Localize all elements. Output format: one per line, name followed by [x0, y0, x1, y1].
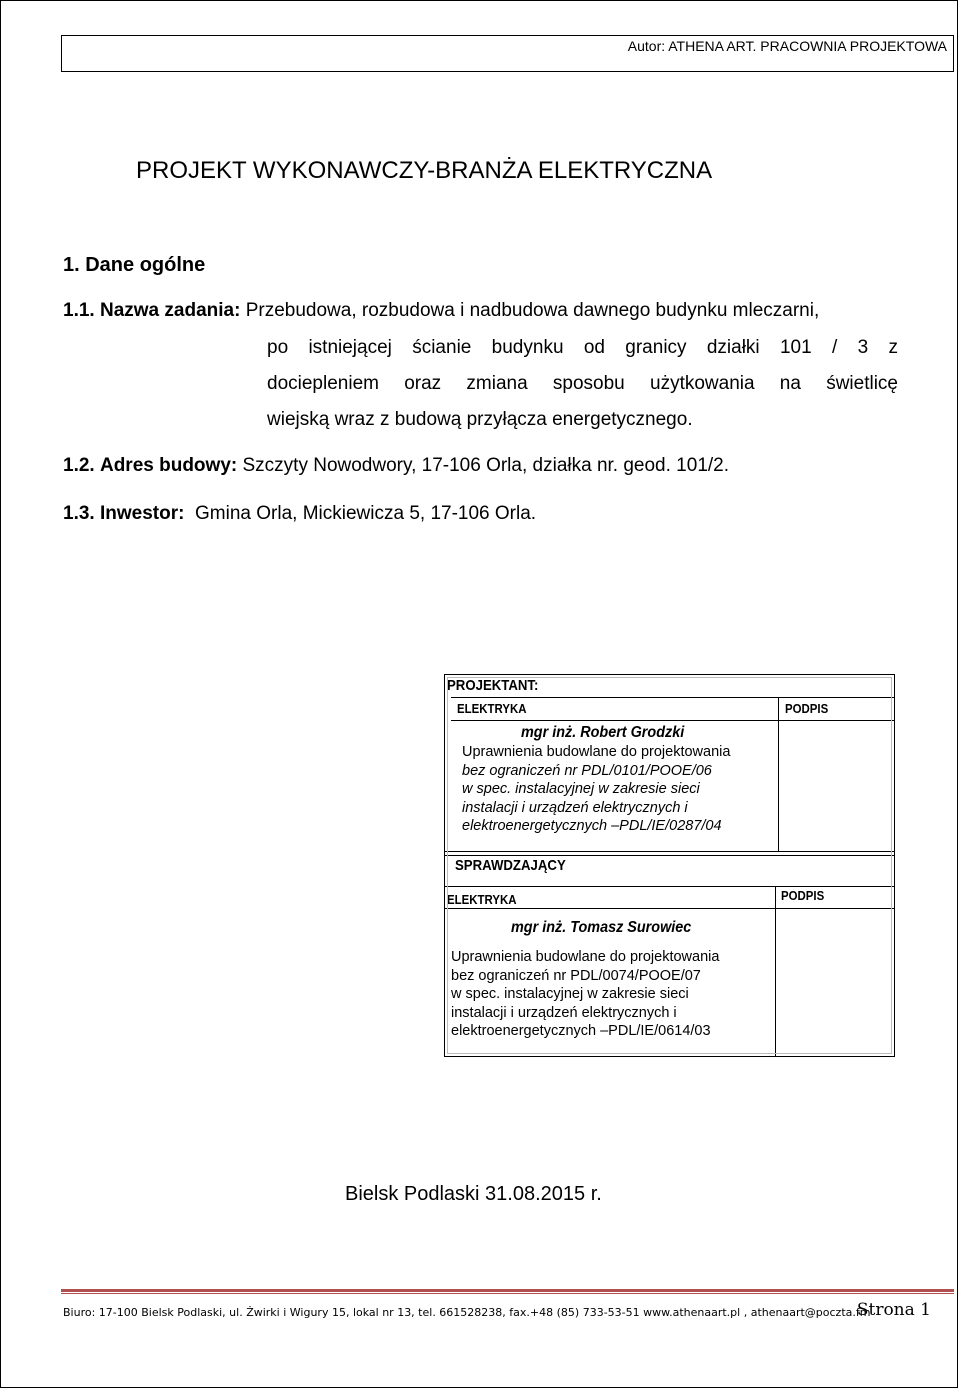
divider — [451, 720, 894, 721]
permission-line: w spec. instalacyjnej w zakresie sieci — [451, 986, 689, 1002]
investor-value: Gmina Orla, Mickiewicza 5, 17-106 Orla. — [195, 503, 537, 524]
signature-table — [444, 674, 895, 1057]
investor-row — [63, 503, 536, 525]
divider — [445, 851, 894, 852]
divider — [445, 855, 894, 856]
investor-label: Inwestor: — [99, 503, 185, 524]
task-description — [267, 330, 898, 438]
divider — [445, 908, 894, 909]
checker-heading: SPRAWDZAJĄCY — [455, 857, 566, 874]
task-row — [63, 300, 819, 322]
permission-line: Uprawnienia budowlane do projektowania — [451, 949, 720, 965]
checker-sign-label: PODPIS — [781, 888, 825, 903]
task-label: Nazwa zadania: — [99, 300, 241, 321]
address-row — [63, 455, 729, 477]
place-date: Bielsk Podlaski 31.08.2015 r. — [345, 1183, 602, 1205]
task-line: wiejską wraz z budową przyłącza energetycznego. — [267, 409, 693, 430]
permission-line: w spec. instalacyjnej w zakresie sieci — [462, 781, 700, 797]
page-number: Strona 1 — [856, 1300, 931, 1320]
permission-line: instalacji i urządzeń elektrycznych i — [462, 799, 688, 816]
address-number: 1.2. — [63, 455, 95, 476]
checker-branch: ELEKTRYKA — [447, 892, 517, 907]
address-value: Szczyty Nowodwory, 17-106 Orla, działka nr. geod. 101/2. — [242, 455, 730, 476]
permission-line: bez ograniczeń nr PDL/0074/POOE/07 — [451, 967, 701, 984]
permission-line: elektroenergetycznych –PDL/IE/0287/04 — [462, 818, 722, 834]
task-first-line: Przebudowa, rozbudowa i nadbudowa dawnego budynku mleczarni, — [245, 300, 820, 321]
designer-sign-label: PODPIS — [785, 701, 829, 716]
designer-heading: PROJEKTANT: — [447, 677, 539, 694]
task-line: po istniejącej ścianie budynku od granicy działki 101 / 3 z — [267, 337, 898, 358]
permission-line: Uprawnienia budowlane do projektowania — [462, 744, 731, 760]
column-divider — [778, 697, 779, 851]
footer-rule — [61, 1289, 954, 1292]
document-title: PROJEKT WYKONAWCZY-BRANŻA ELEKTRYCZNA — [136, 157, 713, 184]
task-line: dociepleniem oraz zmiana sposobu użytkowania na świetlicę — [267, 373, 898, 394]
designer-permissions — [462, 743, 730, 836]
designer-name: mgr inż. Robert Grodzki — [521, 724, 685, 741]
divider — [451, 697, 894, 698]
designer-branch: ELEKTRYKA — [457, 701, 527, 716]
address-label: Adres budowy: — [99, 455, 238, 476]
author-text: Autor: ATHENA ART. PRACOWNIA PROJEKTOWA — [627, 38, 947, 54]
footer-address: Biuro: 17-100 Bielsk Podlaski, ul. Żwirki i Wigury 15, lokal nr 13, tel. 661528238, fax.+48 (85) 733-53-51 www.athenaart.pl , athenaart@poczta.fm — [63, 1306, 871, 1319]
permission-line: elektroenergetycznych –PDL/IE/0614/03 — [451, 1023, 711, 1039]
checker-permissions — [451, 948, 719, 1041]
header-box — [61, 35, 954, 72]
investor-number: 1.3. — [63, 503, 95, 524]
task-number: 1.1. — [63, 300, 95, 321]
permission-line: bez ograniczeń nr PDL/0101/POOE/06 — [462, 762, 712, 779]
column-divider — [775, 886, 776, 1056]
checker-name: mgr inż. Tomasz Surowiec — [511, 919, 692, 936]
section-heading: 1. Dane ogólne — [63, 254, 206, 276]
divider — [445, 886, 894, 887]
footer-rule — [61, 1293, 954, 1294]
permission-line: instalacji i urządzeń elektrycznych i — [451, 1004, 677, 1021]
